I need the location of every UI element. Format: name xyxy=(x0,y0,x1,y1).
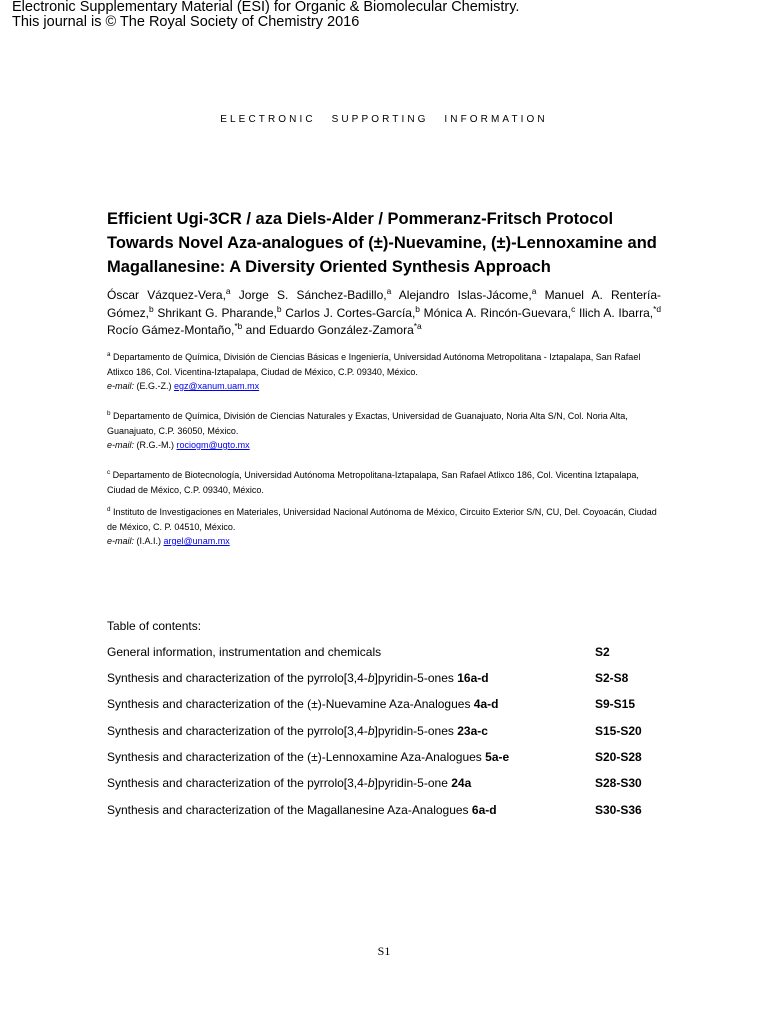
email-link[interactable]: rociogm@ugto.mx xyxy=(176,440,250,450)
email-link[interactable]: argel@unam.mx xyxy=(163,536,230,546)
toc-text: Synthesis and characterization of the pyrrolo[3,4- xyxy=(107,724,368,738)
toc-compound: 23a-c xyxy=(457,724,488,738)
toc-row xyxy=(107,750,661,766)
email-label: e-mail: xyxy=(107,381,135,391)
affiliation-text: Departamento de Química, División de Ciencias Naturales y Exactas, Universidad de Guanajuato, Noria Alta S/N, Col. Noria Alta, Guanajuato, C.P. 36050, México. xyxy=(107,411,628,436)
author-name: Mónica A. Rincón-Guevara, xyxy=(419,305,572,320)
toc-italic: b xyxy=(367,671,375,685)
toc-compound: 24a xyxy=(451,776,472,790)
author-affil-mark: b xyxy=(149,303,154,314)
affiliation-b xyxy=(107,409,661,453)
toc-compound: 16a-d xyxy=(457,671,489,685)
paper-title: Efficient Ugi-3CR / aza Diels-Alder / Pommeranz-Fritsch Protocol Towards Novel Aza-analogues of (±)-Nuevamine, (±)-Lennoxamine and Magallanesine: A Diversity Oriented Synthesis Approach xyxy=(107,210,657,276)
toc-text: Synthesis and characterization of the (±)-Nuevamine Aza-Analogues xyxy=(107,697,474,711)
toc-text: ]pyridin-5-ones xyxy=(374,724,458,738)
author-affil-mark: *d xyxy=(653,303,662,314)
email-link[interactable]: egz@xanum.uam.mx xyxy=(174,381,260,391)
toc-italic: b xyxy=(367,724,375,738)
affiliation-text: Departamento de Biotecnología, Universidad Autónoma Metropolitana-Iztapalapa, San Rafael Atlixco 186, Col. Vicentina Iztapalapa, Ciudad de México, C.P. 09340, México. xyxy=(107,470,639,495)
toc-row xyxy=(107,724,661,740)
toc-text: ]pyridin-5-ones xyxy=(374,671,458,685)
toc-pages: S30-S36 xyxy=(595,803,642,817)
author-affil-mark: b xyxy=(415,303,420,314)
toc-pages: S2-S8 xyxy=(595,671,629,685)
toc-row xyxy=(107,803,661,819)
author-list xyxy=(107,287,661,340)
toc-row xyxy=(107,697,661,713)
toc-label xyxy=(107,724,488,738)
toc-italic: b xyxy=(367,776,375,790)
toc-label xyxy=(107,750,509,764)
affiliation-mark: c xyxy=(107,469,111,476)
toc-row xyxy=(107,671,661,687)
email-owner: (E.G.-Z.) xyxy=(134,381,175,391)
author-name: Jorge S. Sánchez-Badillo, xyxy=(230,288,387,302)
journal-header xyxy=(12,0,519,30)
toc-row xyxy=(107,776,661,792)
author-affil-mark: *b xyxy=(234,321,243,331)
toc-row xyxy=(107,645,661,661)
affiliation-text: Instituto de Investigaciones en Materiales, Universidad Nacional Autónoma de México, Circuito Exterior S/N, CU, Del. Coyoacán, Ciudad de México, C. P. 04510, México. xyxy=(107,507,657,532)
toc-pages: S28-S30 xyxy=(595,776,642,790)
author-affil-mark: c xyxy=(571,303,576,314)
affiliation-text: Departamento de Química, División de Ciencias Básicas e Ingeniería, Universidad Autónoma Metropolitana - Iztapalapa, San Rafael Atlixco 186, Col. Vicentina-Iztapalapa, Ciudad de México, C.P. 09340, México. xyxy=(107,352,641,377)
toc-text: Synthesis and characterization of the pyrrolo[3,4- xyxy=(107,671,368,685)
journal-header-line-1: Electronic Supplementary Material (ESI) for Organic & Biomolecular Chemistry. xyxy=(12,0,520,15)
email-owner: (I.A.I.) xyxy=(134,536,164,546)
author-name: Óscar Vázquez-Vera, xyxy=(107,288,226,302)
journal-header-line-2: This journal is © The Royal Society of Chemistry 2016 xyxy=(12,14,360,30)
email-label: e-mail: xyxy=(107,440,135,450)
toc-label xyxy=(107,776,471,790)
author-affil-mark: b xyxy=(276,303,282,314)
page-number: S1 xyxy=(377,944,391,958)
author-name: Alejandro Islas-Jácome, xyxy=(391,288,532,302)
toc-compound: 5a-e xyxy=(485,750,510,764)
author-affil-mark: a xyxy=(531,286,537,296)
author-name: Manuel A. Rentería-Gómez, xyxy=(107,288,661,320)
author-name: and Eduardo González-Zamora xyxy=(242,323,414,337)
toc-compound: 4a-d xyxy=(473,697,499,711)
toc-pages: S20-S28 xyxy=(595,750,642,764)
toc-text: Synthesis and characterization of the Magallanesine Aza-Analogues xyxy=(107,803,472,817)
toc-label xyxy=(107,697,498,711)
author-name: Shrikant G. Pharande, xyxy=(153,305,277,320)
toc-label xyxy=(107,803,497,817)
affiliation-d xyxy=(107,505,661,549)
author-affil-mark: a xyxy=(225,286,231,296)
email-owner: (R.G.-M.) xyxy=(134,440,177,450)
toc-pages: S2 xyxy=(595,645,610,659)
author-affil-mark: a xyxy=(386,286,392,296)
section-eyebrow: ELECTRONIC SUPPORTING INFORMATION xyxy=(220,114,548,125)
toc-label xyxy=(107,671,489,685)
affiliation-a xyxy=(107,350,661,394)
toc-pages: S9-S15 xyxy=(595,697,636,711)
author-name: Carlos J. Cortes-García, xyxy=(281,305,416,320)
toc-text: Synthesis and characterization of the pyrrolo[3,4- xyxy=(107,776,368,790)
toc-label xyxy=(107,645,381,659)
affiliation-mark: d xyxy=(107,506,111,513)
toc-pages: S15-S20 xyxy=(595,724,642,738)
author-name: Rocío Gámez-Montaño, xyxy=(107,323,235,337)
toc-text: Synthesis and characterization of the (±)-Lennoxamine Aza-Analogues xyxy=(107,750,486,764)
affiliation-mark: b xyxy=(107,410,111,417)
author-affil-mark: *a xyxy=(413,321,422,331)
author-name: Ilich A. Ibarra, xyxy=(575,305,654,320)
affiliation-c xyxy=(107,468,661,497)
toc-text: ]pyridin-5-one xyxy=(374,776,452,790)
email-label: e-mail: xyxy=(107,536,135,546)
toc-compound: 6a-d xyxy=(471,803,497,817)
affiliation-mark: a xyxy=(107,351,111,358)
toc-text: General information, instrumentation and chemicals xyxy=(107,645,382,659)
toc-title: Table of contents: xyxy=(107,619,202,633)
